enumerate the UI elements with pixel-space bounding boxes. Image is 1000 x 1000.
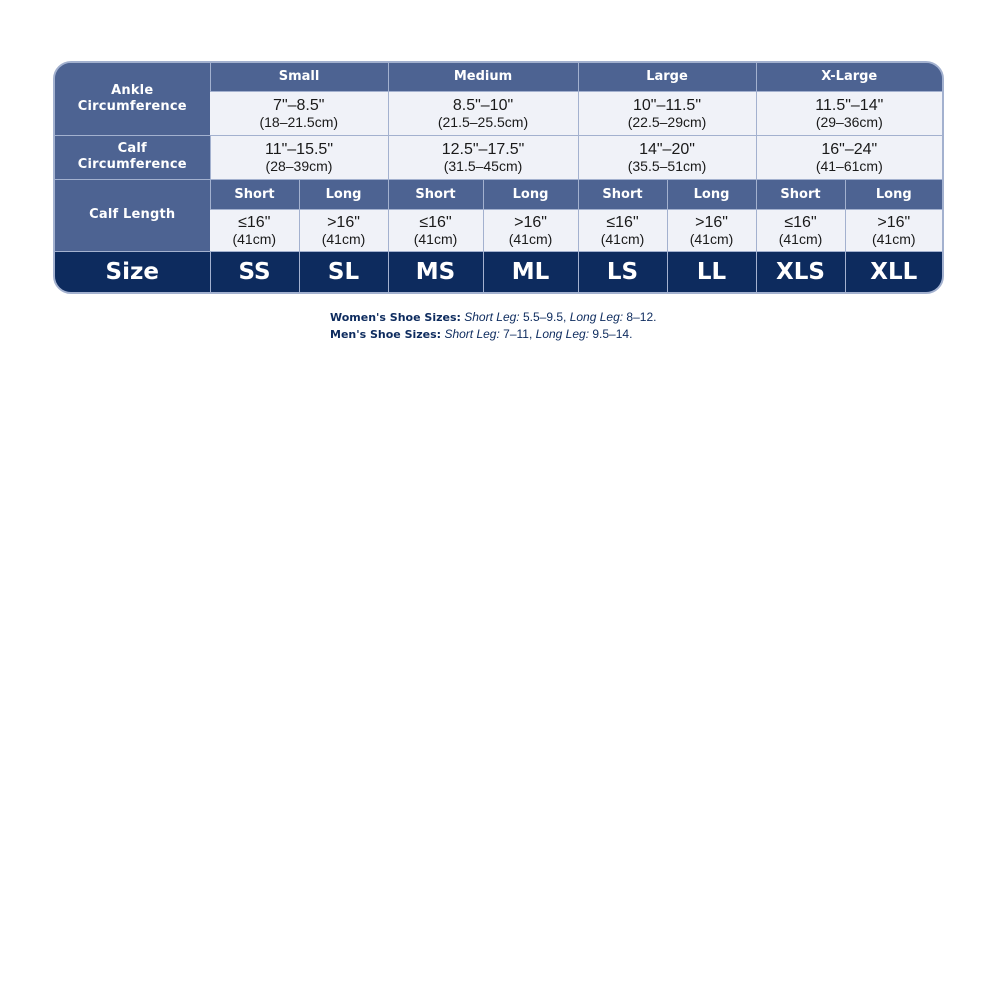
size-table [55,63,942,292]
length-header-long: Long [483,179,578,209]
value-cm: (18–21.5cm) [259,113,339,130]
value-inches: 11.5"–14" [815,96,884,114]
ankle-value-x-large [756,91,942,135]
value-inches: ≤16" [606,213,639,231]
value-cm: (41cm) [778,230,823,247]
calf-circumference-label [55,135,210,179]
calf-length-label: Calf Length [55,179,210,251]
size-code-xls: XLS [756,251,845,292]
value-inches: 10"–11.5" [633,96,702,114]
value-cm: (28–39cm) [265,157,333,174]
length-header-long: Long [299,179,388,209]
size-code-row [55,251,942,292]
value-cm: (21.5–25.5cm) [437,113,529,130]
calf-value-medium [388,135,578,179]
note-long-label: Long Leg: [535,327,590,341]
calf-length-value [483,209,578,251]
value-cm: (41cm) [689,230,734,247]
label-line: Calf [117,141,147,156]
label-line: Circumference [77,98,187,114]
calf-length-value [299,209,388,251]
note-short-value: 7–11, [503,327,533,341]
calf-length-value [845,209,942,251]
calf-length-value [667,209,756,251]
size-code-ml: ML [483,251,578,292]
value-inches: ≤16" [419,213,452,231]
calf-value-large [578,135,756,179]
ankle-value-small [210,91,388,135]
length-header-short: Short [756,179,845,209]
calf-length-header-row [55,179,942,209]
size-chart [53,61,944,294]
note-long-label: Long Leg: [569,310,624,324]
value-inches: >16" [514,213,547,231]
calf-length-value [210,209,299,251]
size-code-ms: MS [388,251,483,292]
calf-row [55,135,942,179]
calf-value-x-large [756,135,942,179]
length-header-short: Short [210,179,299,209]
calf-length-value [578,209,667,251]
value-inches: 16"–24" [821,140,878,158]
size-header-row [55,63,942,91]
calf-value-small [210,135,388,179]
value-inches: 11"–15.5" [264,140,333,158]
note-short-value: 5.5–9.5, [522,310,567,324]
value-cm: (41cm) [232,230,277,247]
size-code-xll: XLL [845,251,942,292]
label-line: Circumference [77,157,187,172]
value-cm: (35.5–51cm) [627,157,707,174]
note-short-label: Short Leg: [464,310,520,324]
value-inches: >16" [327,213,360,231]
size-code-ss: SS [210,251,299,292]
length-header-long: Long [845,179,942,209]
value-cm: (29–36cm) [815,113,883,130]
ankle-value-medium [388,91,578,135]
size-code-ls: LS [578,251,667,292]
ankle-value-large [578,91,756,135]
value-inches: ≤16" [238,213,271,231]
length-header-short: Short [578,179,667,209]
size-header-medium: Medium [388,63,578,91]
label-line: Ankle [111,82,154,98]
value-cm: (41cm) [508,230,553,247]
value-inches: ≤16" [784,213,817,231]
note-label: Men's Shoe Sizes: [330,328,442,341]
size-header-small: Small [210,63,388,91]
value-cm: (41–61cm) [815,157,883,174]
ankle-circumference-label [55,63,210,135]
value-cm: (41cm) [600,230,645,247]
value-cm: (22.5–29cm) [627,113,707,130]
value-inches: 14"–20" [639,140,695,158]
length-header-long: Long [667,179,756,209]
size-row-label: Size [55,251,210,292]
length-header-short: Short [388,179,483,209]
size-header-large: Large [578,63,756,91]
calf-length-value [388,209,483,251]
shoe-size-notes [330,309,656,343]
value-inches: 12.5"–17.5" [441,140,525,158]
value-inches: 8.5"–10" [452,96,514,114]
note-long-value: 8–12. [626,310,657,324]
size-code-sl: SL [299,251,388,292]
value-cm: (41cm) [871,230,916,247]
calf-length-value [756,209,845,251]
value-cm: (31.5–45cm) [443,157,523,174]
value-inches: >16" [877,213,911,231]
size-code-ll: LL [667,251,756,292]
value-inches: >16" [695,213,728,231]
size-header-x-large: X-Large [756,63,942,91]
note-long-value: 9.5–14. [592,327,633,341]
value-inches: 7"–8.5" [273,96,325,114]
value-cm: (41cm) [321,230,366,247]
note-label: Women's Shoe Sizes: [330,311,461,324]
womens-shoe-sizes [330,309,656,326]
mens-shoe-sizes [330,326,656,343]
note-short-label: Short Leg: [444,327,500,341]
value-cm: (41cm) [413,230,458,247]
